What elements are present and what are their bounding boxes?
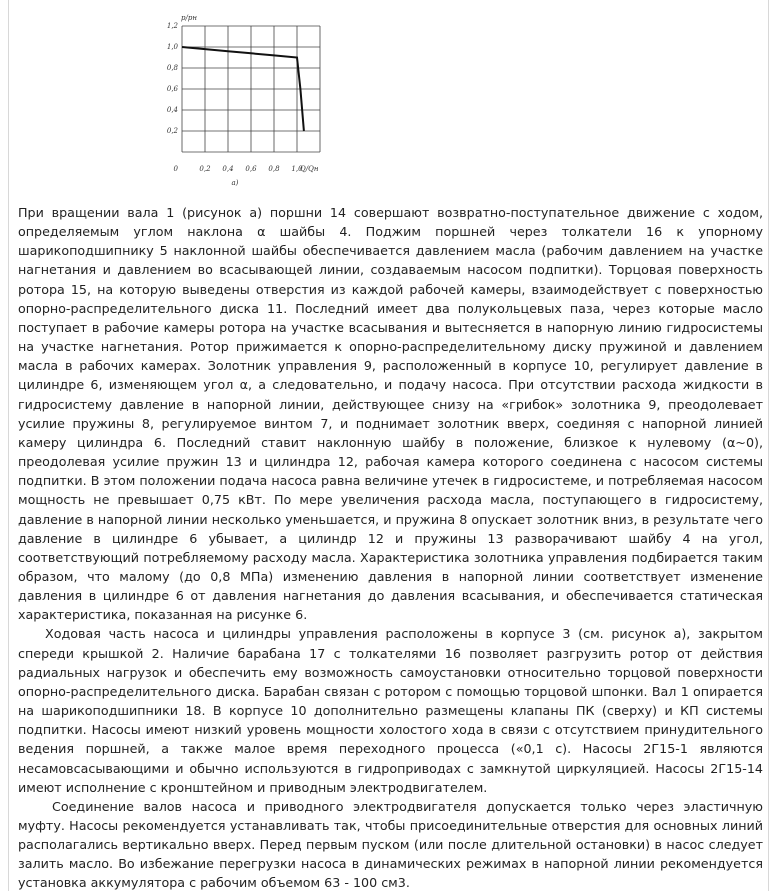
article-text: [18, 203, 763, 893]
paragraph-2: Ходовая часть насоса и цилиндры управления расположены в корпусе 3 (см. рисунок а), закрытом спереди крышкой 2. Наличие барабана 17 с толкателями 16 позволяет разгрузить ротор от действия радиальных нагрузок и обеспечить ему возможность самоустановки относительно торцовой поверхности опорно-распределительного диска. Барабан связан с ротором с помощью торцовой шпонки. Вал 1 опирается на шарикоподшипники 18. В корпусе 10 дополнительно размещены клапаны ПК (сверху) и КП системы подпитки. Насосы имеют низкий уровень мощности холостого хода в связи с отсутствием принудительного ведения поршней, а также малое время переходного процесса («0,1 с). Насосы 2Г15-1 являются несамовсасывающими и обычно используются в гидроприводах с замкнутой циркуляцией. Насосы 2Г15-14 имеют исполнение с кронштейном и приводным электродвигателем.: [18, 626, 763, 795]
x-tick-label: 0,8: [268, 165, 280, 173]
y-tick-label: 0: [173, 165, 178, 173]
y-tick-label: 0,8: [166, 64, 178, 72]
x-tick-label: 0,6: [245, 165, 257, 173]
x-axis-title: Q/Qн: [300, 165, 319, 173]
y-tick-label: 0,2: [166, 127, 178, 135]
y-axis-title: p/pн: [181, 14, 197, 22]
characteristic-chart: [168, 0, 338, 192]
y-tick-label: 1,2: [166, 22, 178, 30]
figure-caption: а): [231, 179, 239, 187]
x-tick-label: 0,4: [222, 165, 234, 173]
x-tick-label: 1,0: [291, 165, 303, 173]
y-tick-label: 1,0: [166, 43, 178, 51]
paragraph-1: При вращении вала 1 (рисунок а) поршни 14 совершают возвратно-поступательное движение с ходом, определяемым углом наклона α шайбы 4. Поджим поршней через толкатели 16 к упорному шарикоподшипнику 5 наклонной шайбы обеспечивается давлением масла (рабочим давлением на участке нагнетания и давлением во всасывающей линии, создаваемым насосом подпитки). Торцовая поверхность ротора 15, на которую выведены отверстия из каждой рабочей камеры, взаимодействует с поверхностью опорно-распределительного диска 11. Последний имеет два полукольцевых паза, через которые масло поступает в рабочие камеры ротора на участке всасывания и вытесняется в напорную линию гидросистемы на участке нагнетания. Ротор прижимается к опорно-распределительному диску пружиной и давлением масла в рабочих камерах. Золотник управления 9, расположенный в корпусе 10, регулирует давление в цилиндре 6, изменяющем угол α, а следовательно, и подачу насоса. При отсутствии расхода жидкости в гидросистему давление в напорной линии, действующее снизу на «грибок» золотника 9, преодолевает усилие пружины 8, регулируемое винтом 7, и поднимает золотник вверх, соединяя с напорной линией камеру цилиндра 6. Последний ставит наклонную шайбу в положение, близкое к нулевому (α~0), преодолевая усилие пружин 13 и цилиндра 12, рабочая камера которого соединена с насосом системы подпитки. В этом положении подача насоса равна величине утечек в гидросистеме, и потребляемая насосом мощность не превышает 0,75 кВт. По мере увеличения расхода масла, поступающего в гидросистему, давление в напорной линии несколько уменьшается, и пружина 8 опускает золотник вниз, в результате чего давление в цилиндре 6 убывает, а цилиндр 12 и пружины 13 разворачивают шайбу 4 на угол, соответствующий потребляемому расходу масла. Характеристика золотника управления подбирается таким образом, что малому (до 0,8 МПа) изменению давления в напорной линии соответствует изменение давления в цилиндре 6 от давления нагнетания до давления всасывания, и обеспечивается статическая характеристика, показанная на рисунке 6.: [18, 205, 763, 623]
y-tick-label: 0,4: [166, 106, 178, 114]
characteristic-figure: [168, 0, 338, 192]
y-tick-label: 0,6: [166, 85, 178, 93]
x-tick-label: 0,2: [199, 165, 211, 173]
paragraph-3: Соединение валов насоса и приводного электродвигателя допускается только через эластичную муфту. Насосы рекомендуется устанавливать так, чтобы присоединительные отверстия для основных линий располагались вертикально вверх. Перед первым пуском (или после длительной остановки) в насос следует залить масло. Во избежание перегрузки насоса в динамических режимах в напорной линии рекомендуется установка аккумулятора с рабочим объемом 63 - 100 см3.: [18, 798, 763, 891]
